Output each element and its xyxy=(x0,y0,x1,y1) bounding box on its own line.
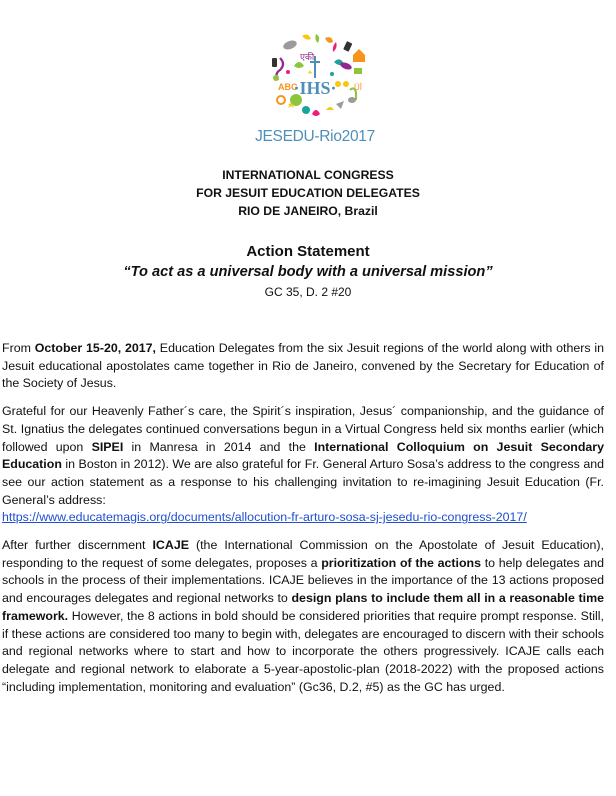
header-line-3: RIO DE JANEIRO, Brazil xyxy=(238,204,378,218)
paragraph-intro xyxy=(2,340,604,393)
text: From xyxy=(2,341,35,355)
jesedu-logo-icon xyxy=(250,28,380,128)
header-line-1: INTERNATIONAL CONGRESS xyxy=(222,168,394,182)
bold-dates: October 15-20, 2017, xyxy=(34,341,156,355)
bold-design-plans: design plans to include them all in a reasonable time framework. xyxy=(2,591,604,623)
text: After further discernment xyxy=(2,538,153,553)
document-body xyxy=(2,340,604,706)
text: in Manresa in 2014 and the xyxy=(123,439,315,454)
text: However, the 8 actions in bold should be considered priorities that require prompt response. Still, if these actions are considered too many to begin with, delegates are encouraged to discern with their schools and regional networks where to start and how to incorporate the others progressively. ICAJE calls each delegate and regional network to elaborate a 5-year-apostolic-plan (2018-2022) with the proposed actions “including implementation, monitoring and evaluation” (Gc36, D.2, #5) as the GC has urged. xyxy=(2,608,604,694)
paragraph-gratitude xyxy=(2,403,604,527)
header-line-2: FOR JESUIT EDUCATION DELEGATES xyxy=(196,186,420,200)
paragraph-prioritization xyxy=(2,537,604,696)
page-title: Action Statement xyxy=(246,243,370,260)
text: to help delegates and schools in the process of their implementations. ICAJE believes in the importance of the 13 actions proposed and encourages delegates and regional networks to xyxy=(2,555,605,606)
svg-text:ABC: ABC xyxy=(278,82,298,92)
text: Education Delegates from the six Jesuit regions of the world along with others in Jesuit educational apostolates came together in Rio de Janeiro, convened by the Secretary for Education of the Society of Jesus. xyxy=(2,341,605,391)
svg-text:एकी: एकी xyxy=(300,52,315,62)
svg-text:·IHS·: ·IHS· xyxy=(293,78,337,98)
page-subtitle: “To act as a universal body with a universal mission” xyxy=(123,264,493,280)
svg-text:ÜÎ: ÜÎ xyxy=(354,83,362,92)
bold-sipei: SIPEI xyxy=(91,439,124,454)
bold-colloquium: International Colloquium on Jesuit Secondary Education xyxy=(2,439,604,472)
text: in Boston in 2012). We are also grateful for Fr. General Arturo Sosa’s address to the congress and see our action statement as a response to his challenging invitation to re-imagining Jesuit Education (Fr. General’s address: xyxy=(2,457,604,507)
address-link[interactable]: https://www.educatemagis.org/documents/allocution-fr-arturo-sosa-sj-jesedu-rio-congress-2017/ xyxy=(2,510,527,525)
text: (the International Commission on the Apostolate of Jesuit Education), responding to the request of some delegates, proposes a xyxy=(2,538,604,570)
jesedu-logo xyxy=(250,28,380,158)
logo-wordmark: JESEDU-Rio2017 xyxy=(255,128,375,145)
bold-icaje: ICAJE xyxy=(152,538,189,553)
text: Grateful for our Heavenly Father´s care, the Spirit´s inspiration, Jesus´ companionship, and the guidance of St. Ignatius the delegates continued conversations begun in a Virtual Congress held six months earlier (which followed upon xyxy=(2,404,604,454)
congress-header xyxy=(0,166,616,220)
gc-reference: GC 35, D. 2 #20 xyxy=(264,285,352,299)
bold-prioritization: prioritization of the actions xyxy=(321,555,482,570)
